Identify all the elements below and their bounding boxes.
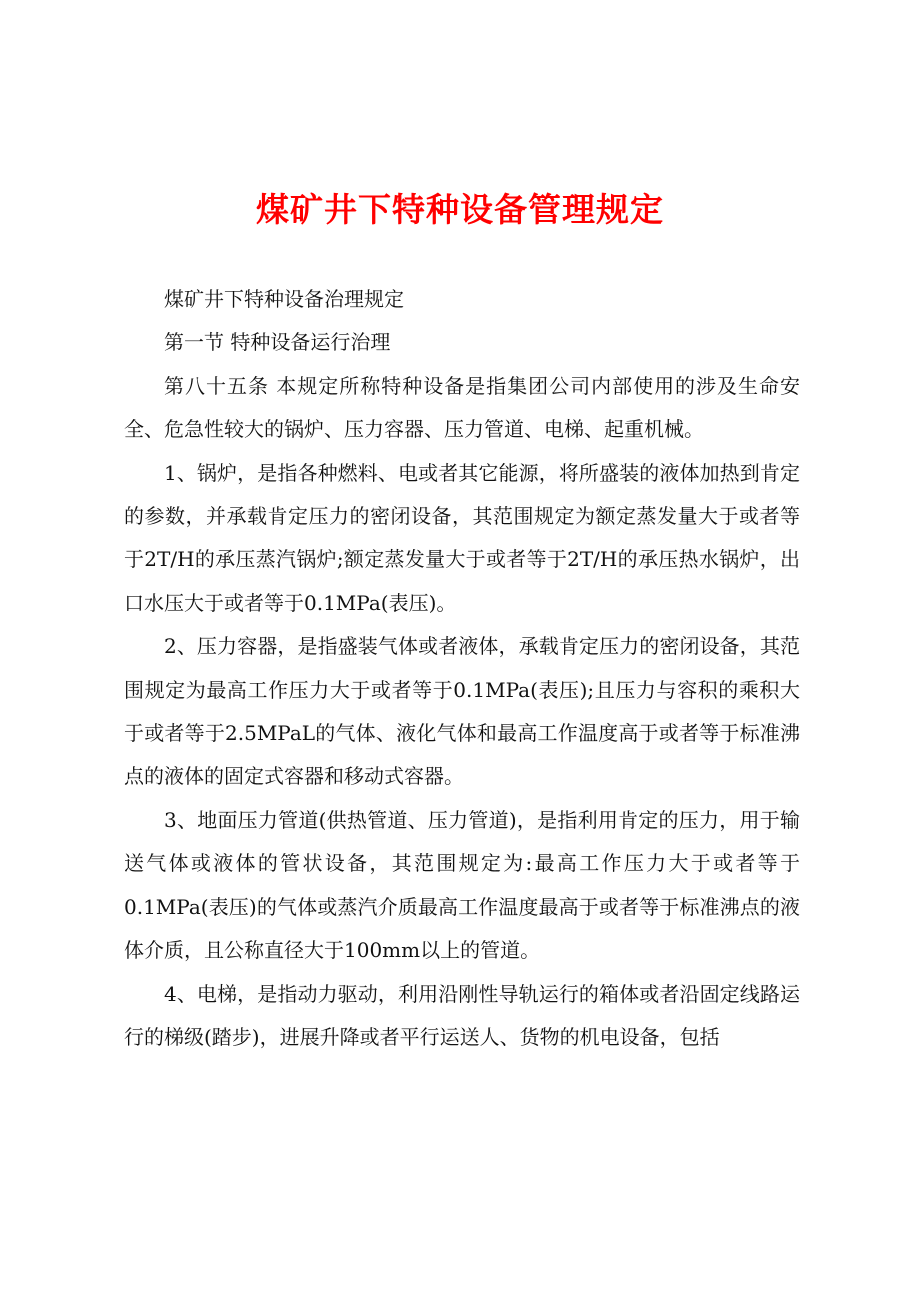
paragraph-elevator: 4、电梯，是指动力驱动，利用沿刚性导轨运行的箱体或者沿固定线路运行的梯级(踏步)，进展升降或者平行运送人、货物的机电设备，包括	[124, 981, 800, 1049]
paragraph-pressure-pipe: 3、地面压力管道(供热管道、压力管道)，是指利用肯定的压力，用于输送气体或液体的管状设备，其范围规定为:最高工作压力大于或者等于0.1MPa(表压)的气体或蒸汽介质最高工作温度最高于或者等于标准沸点的液体介质，且公称直径大于100mm以上的管道。	[124, 807, 800, 963]
paragraph-boiler: 1、锅炉，是指各种燃料、电或者其它能源，将所盛装的液体加热到肯定的参数，并承载肯定压力的密闭设备，其范围规定为额定蒸发量大于或者等于2T/H的承压蒸汽锅炉;额定蒸发量大于或者等于2T/H的承压热水锅炉，出口水压大于或者等于0.1MPa(表压)。	[124, 460, 800, 615]
document-title: 煤矿井下特种设备管理规定	[256, 190, 664, 229]
paragraph-article-85: 第八十五条 本规定所称特种设备是指集团公司内部使用的涉及生命安全、危急性较大的锅炉、压力容器、压力管道、电梯、起重机械。	[124, 373, 800, 442]
paragraph-section-heading: 第一节 特种设备运行治理	[164, 330, 391, 355]
document-body	[124, 278, 800, 1059]
paragraph-subtitle: 煤矿井下特种设备治理规定	[164, 287, 404, 311]
paragraph-pressure-vessel: 2、压力容器，是指盛装气体或者液体，承载肯定压力的密闭设备，其范围规定为最高工作压力大于或者等于0.1MPa(表压);且压力与容积的乘积大于或者等于2.5MPaL的气体、液化气体和最高工作温度高于或者等于标准沸点的液体的固定式容器和移动式容器。	[124, 634, 800, 789]
